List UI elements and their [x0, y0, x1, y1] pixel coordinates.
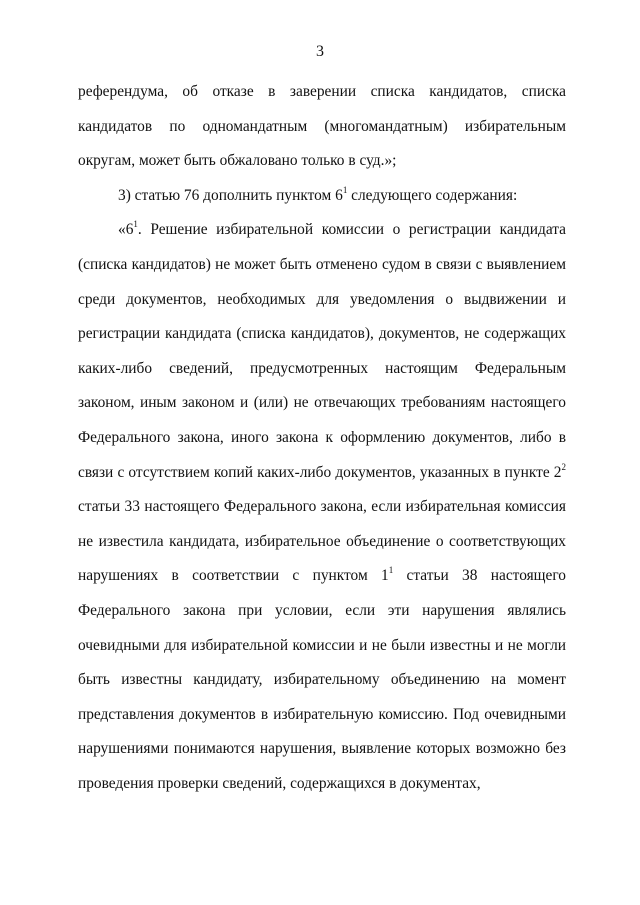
amendment-text-end: следующего содержания: — [347, 186, 518, 204]
clause-open: «6 — [118, 221, 134, 239]
point-1-superscript: 1 — [388, 565, 394, 576]
paragraph-referendum-appeal: референдума, об отказе в заверении списка кандидатов, списка кандидатов по одномандатным (многомандатным) избирательным округам, может быть обжаловано только в суд.»; — [78, 83, 566, 170]
point-2-superscript: 2 — [561, 461, 566, 472]
clause-text-part-1: . Решение избирательной комиссии о регистрации кандидата (списка кандидатов) не может быть отменено судом в связи с выявлением среди документов, необходимых для уведомления о выдвижении и регистрации кандидата (списка кандидатов), документов, не содержащих каких-либо сведений, предусмотренных настоящим Федеральным законом, иным законом и (или) не отвечающих требованиям настоящего Федерального закона, иного закона к оформлению документов, либо в связи с отсутствием копий каких-либо документов, указанных в пункте 2 — [78, 221, 566, 481]
clause-text-part-2: статьи 33 настоящего Федерального закона, если избирательная комиссия не известила кандидата, избирательное объединение о соответствующих нарушениях в соответствии с пунктом 1 — [78, 498, 566, 585]
document-body — [78, 75, 566, 801]
paragraph-clause-6-1 — [78, 213, 566, 801]
page-number: 3 — [316, 43, 324, 60]
amendment-text-start: 3) статью 76 дополнить пунктом 6 — [118, 186, 343, 204]
clause-superscript: 1 — [133, 219, 138, 230]
paragraph-article-76-amendment — [78, 179, 566, 214]
clause-text-part-3: статьи 38 настоящего Федерального закона при условии, если эти нарушения являлись очевидными для избирательной комиссии и не были известны и не могли быть известны кандидату, избирательному объединению на момент представления документов в избирательную комиссию. Под очевидными нарушениями понимаются нарушения, выявление которых возможно без проведения проверки сведений, содержащихся в документах, — [78, 567, 566, 792]
superscript-1: 1 — [342, 184, 348, 195]
